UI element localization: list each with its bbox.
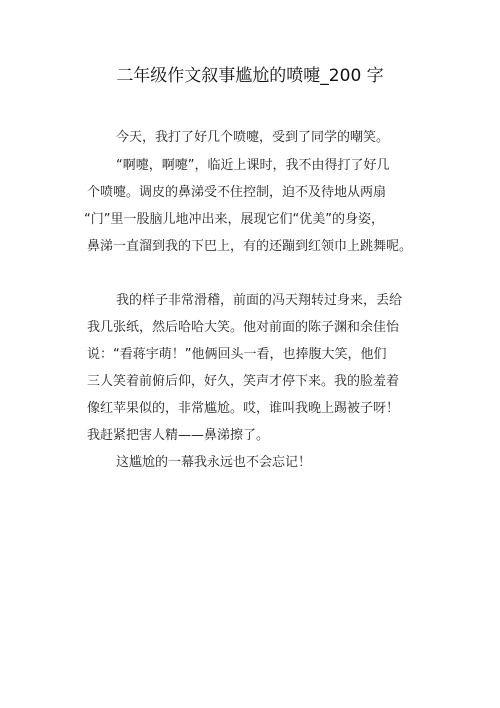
body-line-5: 鼻涕一直溜到我的下巴上，有的还蹦到红领巾上跳舞呢。 xyxy=(87,239,413,254)
body-line-11: 我赶紧把害人精——鼻涕擦了。 xyxy=(87,428,270,443)
body-line-10: 像红苹果似的，非常尴尬。哎，谁叫我晚上踢被子呀！ xyxy=(87,401,400,416)
body-line-6: 我的样子非常滑稽，前面的冯天翔转过身来，丢给 xyxy=(116,293,403,308)
body-line-9: 三人笑着前俯后仰，好久，笑声才停下来。我的脸羞着 xyxy=(87,374,400,389)
body-line-7: 我几张纸，然后哈哈大笑。他对前面的陈子渊和余佳怡 xyxy=(87,320,400,335)
body-line-1: 今天，我打了好几个喷嚏，受到了同学的嘲笑。 xyxy=(116,130,390,145)
body-line-2: “啊嚏，啊嚏”，临近上课时，我不由得打了好几 xyxy=(116,158,390,173)
body-line-4: “门”里一股脑儿地冲出来，展现它们“优美”的身姿， xyxy=(84,212,384,227)
document-title: 二年级作文叙事尴尬的喷嚏_200 字 xyxy=(116,66,384,86)
body-line-3: 个喷嚏。调皮的鼻涕受不住控制，迫不及待地从两扇 xyxy=(87,185,387,200)
body-line-12: 这尴尬的一幕我永远也不会忘记！ xyxy=(116,455,312,470)
body-line-8: 说：“看蒋宇萌！”他俩回头一看，也捧腹大笑，他们 xyxy=(87,347,387,362)
